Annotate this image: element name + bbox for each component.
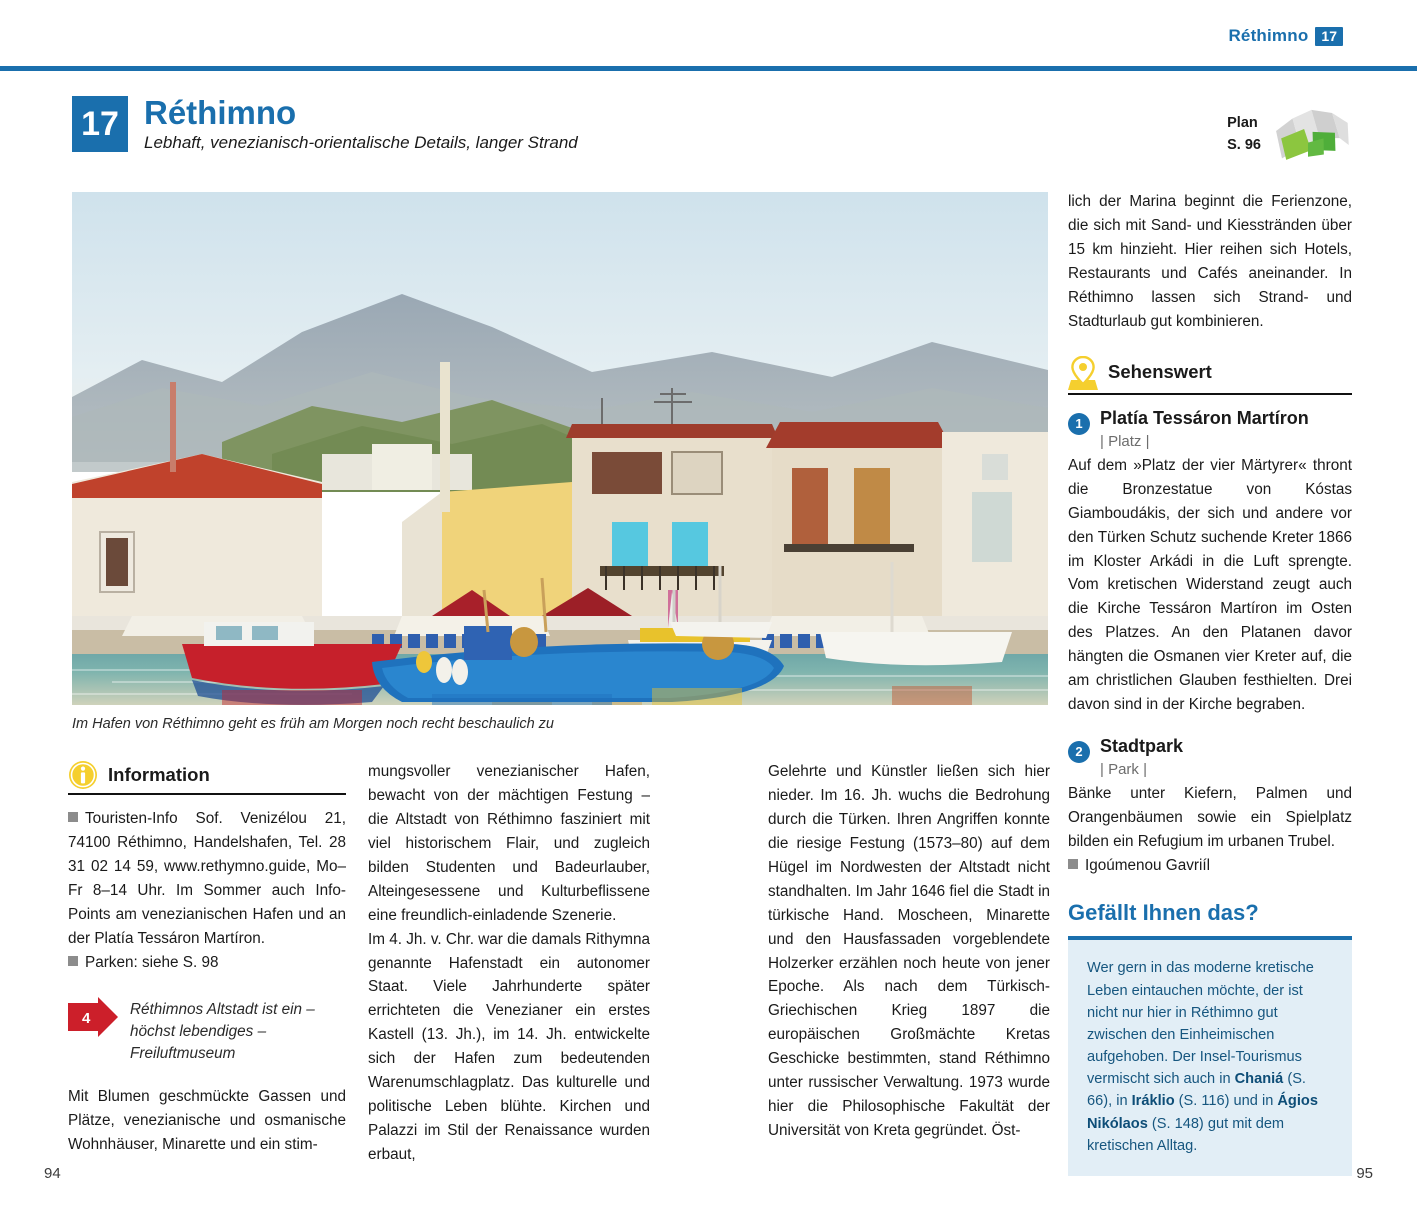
folio-left: 94 <box>44 1165 61 1182</box>
pull-quote-text: Réthimnos Altstadt ist ein – höchst lebendiges – Freiluftmuseum <box>130 1000 315 1062</box>
column-one <box>68 760 346 1157</box>
header-rule <box>0 66 1417 71</box>
info-icon <box>68 760 98 790</box>
sight-entry[interactable] <box>1068 407 1352 717</box>
sight-number-badge: 2 <box>1068 741 1090 763</box>
map-icon <box>1269 106 1355 164</box>
sight-address <box>1068 854 1352 878</box>
svg-text:4: 4 <box>82 1009 91 1027</box>
sight-name: Stadtpark <box>1100 736 1184 757</box>
folio-right: 95 <box>1356 1165 1373 1182</box>
square-bullet-icon <box>68 956 78 966</box>
body-paragraph-three: Im 4. Jh. v. Chr. war die damals Rithymna genannte Hafenstadt ein autonomer Staat. Viele Jahrhunderte später errichteten die Venezianer ein erstes Kastell (13. Jh.), im 14. Jh. entwickelte sich der Hafen zum bedeutenden Warenumschlagplatz. Das kulturelle und politische Leben blühte. Kirchen und Palazzi im Stil der Renaissance wurden erbaut, <box>368 930 650 1163</box>
square-bullet-icon <box>1068 859 1078 869</box>
sights-box-header <box>1068 356 1352 395</box>
information-item-text: Parken: siehe S. 98 <box>85 953 219 971</box>
body-paragraph-one: Mit Blumen geschmückte Gassen und Plätze, venezianische und osmanische Wohnhäuser, Minarette und ein stim- <box>68 1088 346 1153</box>
sight-description: Bänke unter Kiefern, Palmen und Orangenbäumen sowie ein Spielplatz bilden ein Refugium im urbanen Trubel. <box>1068 785 1352 851</box>
like-box-title: Gefällt Ihnen das? <box>1068 900 1259 926</box>
chapter-number-badge: 17 <box>72 96 128 152</box>
harbour-photo-illustration <box>72 192 1048 705</box>
running-head-chapter-number: 17 <box>1315 27 1343 46</box>
sight-entry-header <box>1068 735 1352 759</box>
sight-entry-header <box>1068 407 1352 431</box>
sight-category: | Park | <box>1100 761 1147 779</box>
chapter-heading <box>72 96 578 153</box>
sights-heading: Sehenswert <box>1108 361 1212 383</box>
like-box-link-text: Chaniá <box>1234 1071 1284 1088</box>
information-item <box>68 951 346 975</box>
sight-category: | Platz | <box>1100 432 1150 450</box>
like-box-text: (S. 66), in <box>1087 1071 1306 1110</box>
photo-caption: Im Hafen von Réthimno geht es früh am Morgen noch recht beschaulich zu <box>72 716 554 732</box>
page-title: Réthimno <box>144 94 297 131</box>
plan-label: Plan <box>1227 115 1258 132</box>
like-box-link-text: Iráklio <box>1131 1093 1175 1110</box>
sight-number-badge: 1 <box>1068 413 1090 435</box>
like-box-text: Wer gern in das moderne kretische Leben eintauchen möchte, der ist nicht nur hier in Réthimno gut zwischen den Einheimischen aufgehoben. Der Insel-Tourismus vermischt sich auch in <box>1087 960 1314 1088</box>
information-item <box>68 807 346 951</box>
information-heading: Information <box>108 763 210 785</box>
chapter-subtitle: Lebhaft, venezianisch-orientalische Details, langer Strand <box>144 132 578 152</box>
like-box-text: (S. 116) und in <box>1174 1093 1278 1110</box>
red-arrow-icon <box>68 997 120 1037</box>
plan-page: S. 96 <box>1227 137 1261 153</box>
sight-name: Platía Tessáron Martíron <box>1100 407 1309 428</box>
like-box-text: (S. 148) gut mit dem kretischen Alltag. <box>1087 1115 1285 1154</box>
sight-address-text: Igoúmenou Gavriíl <box>1085 857 1210 875</box>
like-box-link-text: Ágios Nikólaos <box>1087 1093 1318 1132</box>
harbour-photo <box>72 192 1048 705</box>
body-paragraph-four: Gelehrte und Künstler ließen sich hier nieder. Im 16. Jh. wuchs die Bedrohung durch die Türken. Ihren Angriffen konnte die riesige Festung (1573–80) auf dem Hügel im Nordwesten der Altstadt nicht standhalten. Im Jahr 1646 fiel die Stadt in türkische Hand. Moscheen, Minarette und den Hausfassaden vorgeblendete Holzerker erzählen noch heute von jener Epoche. Als nach dem Türkisch-Griechischen Krieg 1897 die europäischen Großmächte Kretas Geschicke bestimmten, stand Réthimno unter russischer Verwaltung. 1973 wurde hier die Philosophische Fakultät der Universität von Kreta gegründet. Öst- <box>768 763 1050 1140</box>
sight-entry[interactable] <box>1068 735 1352 878</box>
column-two <box>368 760 650 1167</box>
plan-reference[interactable] <box>1227 106 1355 164</box>
column-three <box>768 760 1050 1143</box>
column-four <box>1068 190 1352 1176</box>
body-paragraph-five: lich der Marina beginnt die Ferienzone, die sich mit Sand- und Kiesstränden über 15 km hinzieht. Hier reihen sich Hotels, Restaurants und Cafés aneinander. In Réthimno lassen sich Strand- und Stadturlaub gut kombinieren. <box>1068 193 1352 330</box>
information-box-header <box>68 760 346 795</box>
like-box <box>1068 940 1352 1176</box>
running-head-title: Réthimno <box>1228 26 1309 45</box>
square-bullet-icon <box>68 812 78 822</box>
pull-quote <box>68 997 346 1066</box>
running-head <box>1228 26 1343 46</box>
body-paragraph-two: mungsvoller venezianischer Hafen, bewacht von der mächtigen Festung – die Altstadt von Réthimno fasziniert mit viel historischem Flair, und zugleich bilden Studenten und Badeurlauber, Alteingesessene und Kulturbeflissene eine freundlich-einladende Szenerie. <box>368 763 650 924</box>
sight-description: Auf dem »Platz der vier Märtyrer« thront die Bronzestatue von Kóstas Giamboudákis, der sich und andere vor den Türken Schutz suchende Kreter 1866 im Kloster Arkádi in die Luft sprengte. Vom kretischen Widerstand zeugt auch die Kirche Tessáron Martíron im Osten des Platzes. An den Platanen davor hängten die Osmanen vier Kreter auf, die am christlichen Glauben festhielten. Drei davon sind in der Kirche begraben. <box>1068 456 1352 714</box>
information-item-text: Touristen-Info Sof. Venizélou 21, 74100 Réthimno, Handelshafen, Tel. 28 31 02 14 59, www.rethymno.guide, Mo–Fr 8–14 Uhr. Im Sommer auch Info-Points am venezianischen Hafen und an der Platía Tessáron Martíron. <box>68 810 346 947</box>
sight-pin-icon <box>1068 356 1098 390</box>
